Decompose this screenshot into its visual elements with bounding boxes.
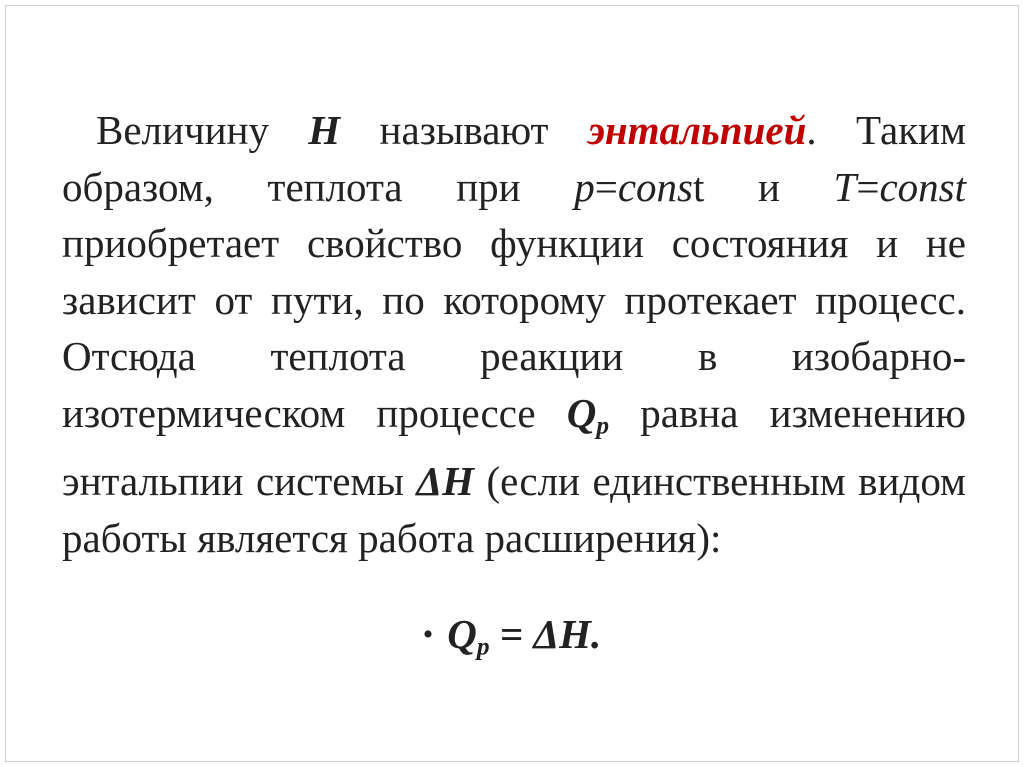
formula-rest: = ΔH. — [489, 611, 602, 657]
text-run: приобретает свойство функции состояния и не зависит от пути, по которому протекает процесс. Отсюда теплота реакции в изобарно-изотермическом процессе — [62, 220, 966, 436]
const-word: const — [879, 163, 966, 210]
enthalpy-change-symbol: ΔH — [416, 458, 475, 505]
text-run: = — [856, 163, 880, 210]
pressure-variable: p — [574, 163, 595, 210]
heat-symbol — [566, 389, 610, 439]
definition-paragraph — [62, 102, 966, 566]
text-run: называют — [340, 107, 588, 153]
text-run: Величину — [96, 107, 309, 153]
text-run: t и — [692, 163, 834, 210]
text-run: . Таким образом, теплота при — [62, 107, 966, 210]
formula-heat-letter: Q — [447, 611, 477, 657]
text-run: равна изменению энтальпии системы — [62, 389, 966, 505]
heat-letter: Q — [566, 389, 597, 436]
heat-subscript: p — [596, 410, 610, 439]
formula-heat-symbol — [447, 611, 490, 661]
temperature-variable: T — [833, 163, 857, 210]
formula-line — [0, 606, 1024, 674]
formula-heat-subscript: p — [476, 632, 490, 661]
enthalpy-term: энтальпией — [587, 107, 807, 153]
bullet-icon: • — [422, 618, 434, 651]
enthalpy-symbol: H — [308, 107, 341, 153]
text-run: (если единственным видом работы является работа расширения): — [62, 458, 966, 561]
const-word: cons — [617, 163, 693, 210]
text-run: = — [594, 163, 618, 210]
